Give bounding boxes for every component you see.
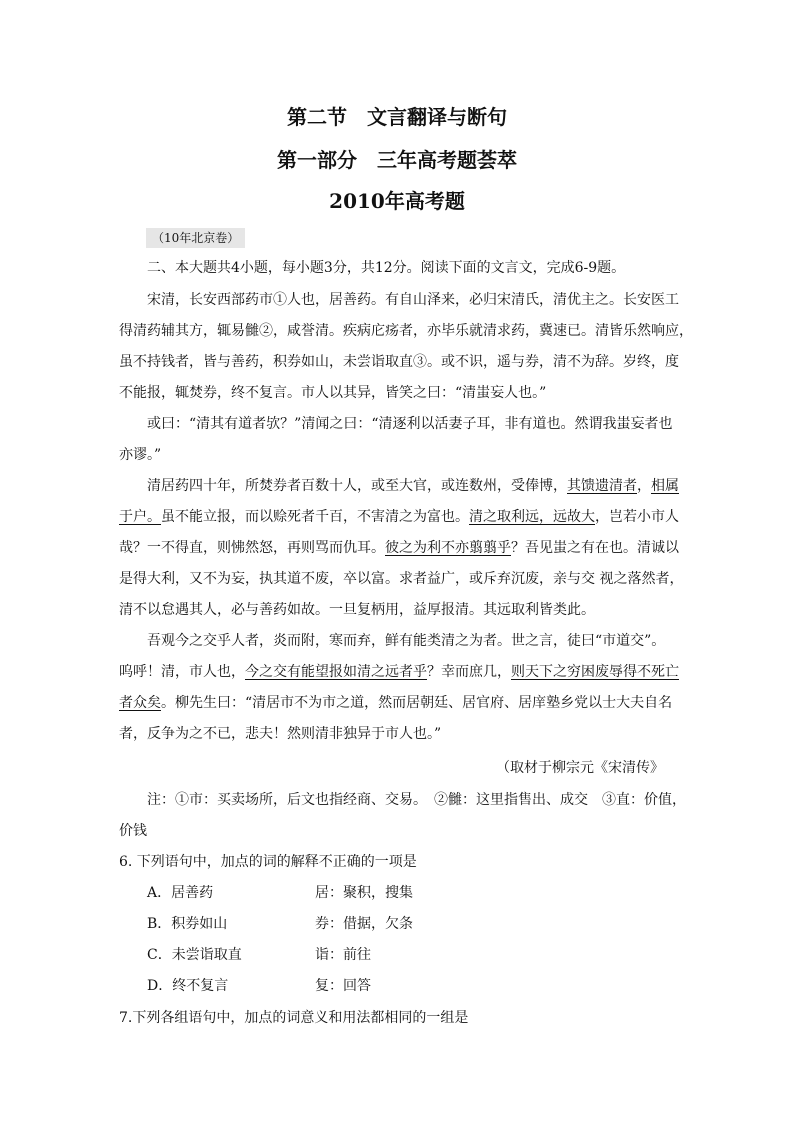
passage-line: 清不以怠遇其人，必与善药如故。一旦复柄用，益厚报清。其远取利皆类此。 — [119, 602, 595, 618]
q6-option-label: D．终不复言 — [147, 978, 229, 994]
underlined-phrase: 清之取利远，远故大 — [469, 509, 595, 525]
text-run: ？幸而庶几， — [427, 664, 511, 680]
passage-line: 或曰：“清其有道者欤？”清闻之曰：“清逐利以活妻子耳，非有道也。然谓我蚩妄者也 — [147, 416, 673, 432]
text-run: ？吾见蚩之有在也。清诚以 — [511, 540, 679, 556]
q6-option-label: B．积券如山 — [147, 916, 228, 932]
q6-option-explanation: 诣：前往 — [315, 947, 371, 963]
underlined-phrase: 于户。 — [119, 509, 161, 525]
text-run: 。柳先生曰：“清居市不为市之道，然而居朝廷、居官府、居庠塾乡党以士大夫自名 — [161, 695, 673, 711]
passage-line — [119, 507, 679, 527]
text-run: 虽不能立报，而以赊死者千百，不害清之为富也。 — [161, 509, 469, 525]
q6-option-explanation: 券：借据，欠条 — [315, 916, 413, 932]
passage-line: 者，反争为之不已，悲夫！然则清非独异于市人也。” — [119, 726, 442, 742]
underlined-phrase: 彼之为利不亦翦翦乎 — [385, 540, 511, 556]
passage-line: 虽不持钱者，皆与善药，积券如山，未尝诣取直③。或不识，遥与券，清不为辞。岁终，度 — [119, 354, 679, 370]
q6-option-explanation: 居：聚积，搜集 — [315, 885, 413, 901]
underlined-phrase: 则天下之穷困废辱得不死亡 — [511, 664, 679, 680]
passage-line — [147, 476, 679, 496]
underlined-phrase: 今之交有能望报如清之远者乎 — [245, 664, 427, 680]
source-tag: （10年北京卷） — [146, 228, 245, 248]
passage-line: 吾观今之交乎人者，炎而附，寒而弃，鲜有能类清之为者。世之言，徒曰“市道交”。 — [147, 633, 666, 649]
passage-line: 得清药辅其方，辄易雠②，咸誉清。疾病庀疡者，亦毕乐就清求药，冀速已。清皆乐然响应， — [119, 323, 693, 339]
underlined-phrase: 者众矣 — [119, 695, 161, 711]
passage-line — [119, 693, 672, 713]
text-run: ，岂若小市人 — [595, 509, 679, 525]
instruction-line: 二、本大题共4小题，每小题3分，共12分。阅读下面的文言文，完成6-9题。 — [147, 260, 626, 276]
section-title: 第二节 文言翻译与断句 — [287, 105, 507, 129]
year-title: 2010年高考题 — [329, 189, 465, 213]
q6-option-label: C．未尝诣取直 — [147, 947, 242, 963]
notes-line: 价钱 — [119, 823, 147, 839]
citation: （取材于柳宗元《宋清传》 — [496, 760, 664, 776]
question-7-stem: 7.下列各组语句中，加点的词意义和用法都相同的一组是 — [119, 1010, 469, 1026]
q6-option-label: A．居善药 — [147, 885, 214, 901]
question-6-stem: 6. 下列语句中，加点的词的解释不正确的一项是 — [119, 854, 417, 870]
passage-line: 宋清，长安西部药市①人也，居善药。有自山泽来，必归宋清氏，清优主之。长安医工 — [147, 292, 679, 308]
text-run: 呜呼！清，市人也， — [119, 664, 245, 680]
text-run: 哉？一不得直，则怫然怒，再则骂而仇耳。 — [119, 540, 385, 556]
part-title: 第一部分 三年高考题荟萃 — [277, 148, 517, 172]
q6-option-explanation: 复：回答 — [315, 978, 371, 994]
passage-line: 是得大利，又不为妄，执其道不废，卒以富。求者益广，或斥弃沉废，亲与交 视之落然者， — [119, 571, 684, 587]
passage-line — [119, 538, 679, 558]
underlined-phrase: 相属 — [651, 478, 679, 494]
text-run: 清居药四十年，所焚券者百数十人，或至大官，或连数州，受俸博， — [147, 478, 567, 494]
passage-line: 亦谬。” — [119, 447, 162, 463]
passage-line: 不能报，辄焚券，终不复言。市人以其异，皆笑之曰：“清蚩妄人也。” — [119, 385, 547, 401]
passage-line — [119, 662, 679, 682]
notes-line: 注：①市：买卖场所，后文也指经商、交易。 ②雠：这里指售出、成交 ③直：价值， — [147, 792, 686, 808]
text-run: ， — [637, 478, 651, 494]
underlined-phrase: 其馈遗清者 — [567, 478, 637, 494]
